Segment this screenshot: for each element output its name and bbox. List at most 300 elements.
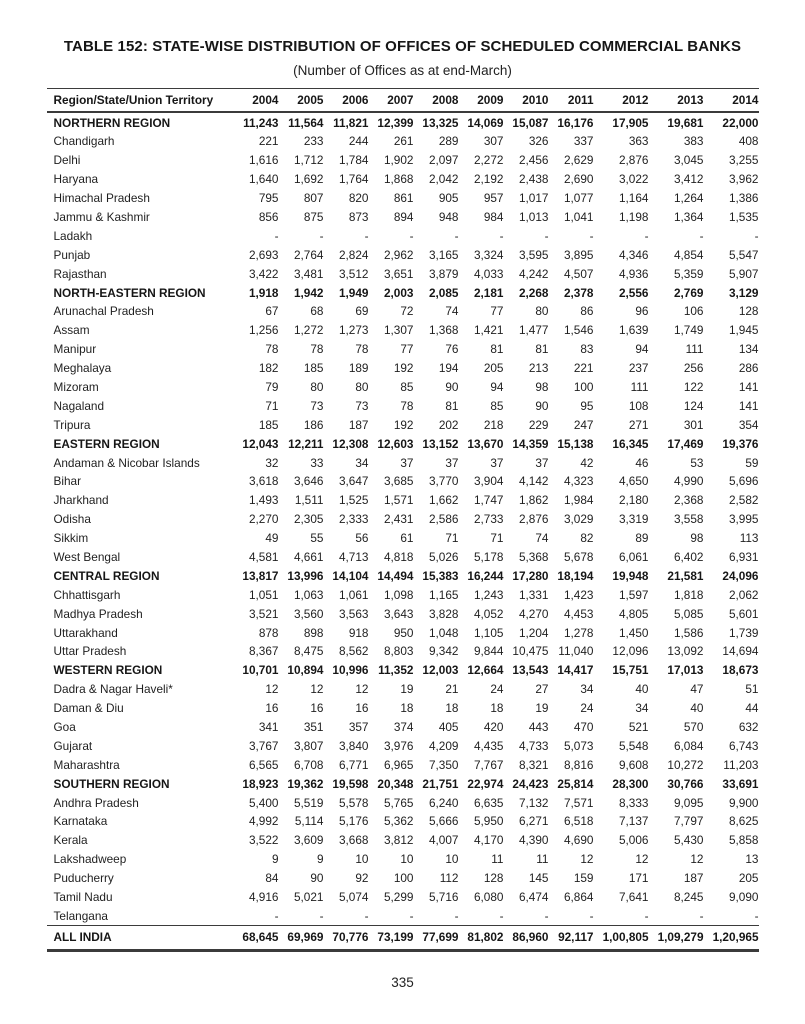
value-cell: 12	[265, 682, 279, 697]
value-cell: 90	[445, 379, 459, 394]
value-cell: 108	[628, 398, 649, 413]
value-cell: 46	[635, 455, 649, 470]
value-cell: 5,006	[618, 833, 649, 848]
value-cell: 5,074	[338, 890, 369, 905]
value-cell: 13,325	[422, 115, 459, 130]
value-cell: 4,033	[473, 266, 504, 281]
value-cell: 14,417	[557, 663, 594, 678]
value-cell: 74	[535, 531, 549, 546]
value-cell: 16	[355, 701, 369, 716]
row-label: Mizoram	[53, 379, 99, 394]
value-cell: 81	[490, 342, 504, 357]
value-cell: 13,543	[512, 663, 549, 678]
value-cell: 32	[265, 455, 279, 470]
value-cell: 6,061	[618, 549, 649, 564]
row-label: Ladakh	[53, 228, 93, 243]
value-cell: 11	[536, 852, 549, 867]
value-cell: 9,095	[673, 795, 704, 810]
row-label: Kerala	[53, 833, 88, 848]
value-cell: 1,942	[293, 285, 324, 300]
value-cell: 1,272	[293, 323, 324, 338]
value-cell: 17,469	[667, 436, 704, 451]
value-cell: 128	[483, 871, 504, 886]
value-cell: 3,812	[383, 833, 414, 848]
table-row	[47, 151, 759, 170]
value-cell: 14,359	[512, 436, 549, 451]
value-cell: 3,668	[338, 833, 369, 848]
region-row	[47, 112, 759, 132]
value-cell: 2,062	[728, 587, 759, 602]
row-label: Odisha	[53, 512, 91, 527]
value-cell: 192	[393, 417, 414, 432]
value-cell: 1,051	[248, 587, 279, 602]
value-cell: 55	[310, 531, 324, 546]
value-cell: 795	[258, 191, 279, 206]
value-cell: 11,203	[723, 757, 759, 772]
row-label: Tripura	[53, 417, 91, 432]
value-cell: 2,733	[473, 512, 504, 527]
value-cell: -	[319, 228, 324, 243]
row-label: Telangana	[53, 908, 108, 923]
value-cell: 4,990	[673, 474, 704, 489]
value-cell: 408	[738, 134, 759, 149]
value-cell: 6,635	[473, 795, 504, 810]
value-cell: 1,639	[618, 323, 649, 338]
value-cell: 1,477	[518, 323, 549, 338]
table-row	[47, 245, 759, 264]
value-cell: 363	[628, 134, 649, 149]
value-cell: 86	[580, 304, 594, 319]
value-cell: -	[409, 228, 414, 243]
value-cell: 78	[310, 342, 324, 357]
value-cell: 30,766	[667, 776, 704, 791]
value-cell: 100	[393, 871, 414, 886]
value-cell: 171	[628, 871, 649, 886]
value-cell: -	[364, 228, 369, 243]
value-cell: 33	[310, 455, 324, 470]
value-cell: 856	[258, 209, 279, 224]
value-cell: 873	[348, 209, 369, 224]
value-cell: 2,368	[673, 493, 704, 508]
value-cell: 8,245	[673, 890, 704, 905]
value-cell: 9	[316, 852, 324, 867]
value-cell: 950	[393, 625, 414, 640]
value-cell: 3,767	[248, 738, 279, 753]
value-cell: -	[319, 908, 324, 923]
table-row	[47, 302, 759, 321]
value-cell: 307	[483, 134, 504, 149]
col-header-year: 2008	[414, 89, 459, 113]
value-cell: 3,422	[248, 266, 279, 281]
value-cell: 205	[483, 361, 504, 376]
value-cell: 13,670	[467, 436, 504, 451]
value-cell: 1,450	[618, 625, 649, 640]
value-cell: 11,243	[243, 115, 279, 130]
value-cell: 27	[535, 682, 549, 697]
value-cell: 4,507	[563, 266, 594, 281]
value-cell: 4,690	[563, 833, 594, 848]
value-cell: 1,918	[248, 285, 279, 300]
value-cell: 5,176	[338, 814, 369, 829]
value-cell: 948	[438, 209, 459, 224]
value-cell: 16,176	[557, 115, 594, 130]
table-row	[47, 453, 759, 472]
value-cell: 3,609	[293, 833, 324, 848]
value-cell: 34	[635, 701, 649, 716]
table-row	[47, 793, 759, 812]
value-cell: 81	[535, 342, 549, 357]
value-cell: 3,521	[248, 606, 279, 621]
value-cell: 521	[628, 720, 649, 734]
value-cell: 11,821	[333, 115, 369, 130]
value-cell: 420	[483, 720, 504, 734]
value-cell: 1,264	[673, 191, 704, 206]
value-cell: 34	[355, 455, 369, 470]
value-cell: 37	[445, 455, 459, 470]
value-cell: 229	[528, 417, 549, 432]
value-cell: 7,137	[618, 814, 649, 829]
value-cell: 19	[535, 701, 549, 716]
value-cell: 4,270	[518, 606, 549, 621]
col-header-year: 2006	[324, 89, 369, 113]
value-cell: 4,713	[338, 549, 369, 564]
value-cell: 16,345	[612, 436, 649, 451]
footer-value-cell: 86,960	[504, 926, 549, 951]
value-cell: 5,085	[673, 606, 704, 621]
table-row	[47, 812, 759, 831]
value-cell: 2,438	[518, 172, 549, 187]
value-cell: 192	[393, 361, 414, 376]
value-cell: 94	[490, 379, 504, 394]
value-cell: 3,995	[728, 512, 759, 527]
value-cell: 10	[400, 852, 414, 867]
value-cell: 1,784	[338, 153, 369, 168]
value-cell: 5,178	[473, 549, 504, 564]
col-header-year: 2014	[704, 89, 759, 113]
footer-value-cell: 92,117	[549, 926, 594, 951]
value-cell: 19,948	[612, 568, 649, 583]
row-label: Rajasthan	[53, 266, 107, 281]
value-cell: 24,096	[722, 568, 759, 583]
value-cell: 383	[683, 134, 704, 149]
value-cell: 13,817	[242, 568, 279, 583]
value-cell: 13,152	[422, 436, 459, 451]
value-cell: 12	[355, 682, 369, 697]
table-row	[47, 869, 759, 888]
value-cell: 1,712	[293, 153, 324, 168]
value-cell: 12,003	[422, 663, 459, 678]
value-cell: 244	[348, 134, 369, 149]
value-cell: 18,194	[557, 568, 594, 583]
table-row	[47, 547, 759, 566]
value-cell: 12,043	[242, 436, 279, 451]
value-cell: 341	[258, 720, 279, 734]
row-label: Andhra Pradesh	[53, 795, 139, 810]
col-header-region: Region/State/Union Territory	[47, 89, 234, 113]
value-cell: 1,662	[428, 493, 459, 508]
value-cell: 8,321	[518, 757, 549, 772]
value-cell: 4,007	[428, 833, 459, 848]
value-cell: 2,556	[618, 285, 649, 300]
region-row	[47, 283, 759, 302]
value-cell: 37	[400, 455, 414, 470]
value-cell: 3,685	[383, 474, 414, 489]
value-cell: 1,764	[338, 172, 369, 187]
value-cell: 1,098	[383, 587, 414, 602]
table-row	[47, 377, 759, 396]
value-cell: 128	[738, 304, 759, 319]
value-cell: 3,879	[428, 266, 459, 281]
value-cell: 3,770	[428, 474, 459, 489]
value-cell: 2,456	[518, 153, 549, 168]
footer-value-cell: 69,969	[279, 926, 324, 951]
value-cell: 10,894	[287, 663, 324, 678]
table-row	[47, 529, 759, 548]
value-cell: 40	[690, 701, 704, 716]
value-cell: 73	[355, 398, 369, 413]
region-row	[47, 774, 759, 793]
footer-row-label: ALL INDIA	[47, 926, 234, 951]
value-cell: 3,643	[383, 606, 414, 621]
value-cell: 8,625	[728, 814, 759, 829]
value-cell: 1,525	[338, 493, 369, 508]
value-cell: 11,352	[378, 663, 414, 678]
value-cell: 21,581	[667, 568, 704, 583]
value-cell: 98	[690, 531, 704, 546]
row-label: Maharashtra	[53, 757, 120, 772]
row-label: Goa	[53, 720, 76, 734]
value-cell: -	[499, 228, 504, 243]
value-cell: 9,608	[618, 757, 649, 772]
value-cell: 2,333	[338, 512, 369, 527]
region-row	[47, 566, 759, 585]
value-cell: 185	[258, 417, 279, 432]
value-cell: 2,876	[518, 512, 549, 527]
value-cell: 24,423	[512, 776, 549, 791]
value-cell: 3,324	[473, 247, 504, 262]
value-cell: -	[364, 908, 369, 923]
value-cell: 12,399	[377, 115, 414, 130]
value-cell: 8,816	[563, 757, 594, 772]
value-cell: 1,164	[618, 191, 649, 206]
header-row	[47, 89, 759, 113]
value-cell: 4,052	[473, 606, 504, 621]
value-cell: 9,342	[428, 644, 459, 659]
value-cell: 37	[490, 455, 504, 470]
value-cell: 875	[303, 209, 324, 224]
value-cell: 5,578	[338, 795, 369, 810]
value-cell: 3,481	[293, 266, 324, 281]
value-cell: 5,548	[618, 738, 649, 753]
value-cell: 90	[535, 398, 549, 413]
value-cell: 71	[490, 531, 504, 546]
value-cell: -	[589, 228, 594, 243]
value-cell: 12	[635, 852, 649, 867]
value-cell: 4,346	[618, 247, 649, 262]
value-cell: 374	[393, 720, 414, 734]
value-cell: 4,242	[518, 266, 549, 281]
value-cell: 19,681	[667, 115, 704, 130]
value-cell: 12,603	[377, 436, 414, 451]
value-cell: 1,616	[248, 153, 279, 168]
value-cell: 6,474	[518, 890, 549, 905]
value-cell: 4,818	[383, 549, 414, 564]
value-cell: 3,165	[428, 247, 459, 262]
value-cell: 326	[528, 134, 549, 149]
value-cell: -	[274, 228, 279, 243]
value-cell: 71	[265, 398, 279, 413]
value-cell: 122	[683, 379, 704, 394]
value-cell: 405	[438, 720, 459, 734]
value-cell: 59	[745, 455, 759, 470]
value-cell: 19,598	[332, 776, 369, 791]
value-cell: 878	[258, 625, 279, 640]
value-cell: 186	[303, 417, 324, 432]
value-cell: 8,367	[248, 644, 279, 659]
value-cell: 1,739	[728, 625, 759, 640]
region-row	[47, 661, 759, 680]
value-cell: 6,084	[673, 738, 704, 753]
table-row	[47, 207, 759, 226]
value-cell: 205	[738, 871, 759, 886]
value-cell: 221	[573, 361, 594, 376]
value-cell: 5,666	[428, 814, 459, 829]
value-cell: 13,092	[667, 644, 704, 659]
value-cell: -	[454, 908, 459, 923]
value-cell: 12,211	[288, 436, 324, 451]
table-title: TABLE 152: STATE-WISE DISTRIBUTION OF OFFICES OF SCHEDULED COMMERCIAL BANKS	[63, 38, 742, 55]
value-cell: 289	[438, 134, 459, 149]
value-cell: 25,814	[557, 776, 594, 791]
value-cell: 141	[738, 379, 759, 394]
value-cell: 6,965	[383, 757, 414, 772]
table-row	[47, 264, 759, 283]
value-cell: 1,368	[428, 323, 459, 338]
row-label: Manipur	[53, 342, 97, 357]
value-cell: 14,494	[377, 568, 414, 583]
value-cell: 1,048	[428, 625, 459, 640]
value-cell: -	[699, 908, 704, 923]
value-cell: 80	[355, 379, 369, 394]
row-label: Jammu & Kashmir	[53, 209, 150, 224]
value-cell: 3,895	[563, 247, 594, 262]
value-cell: 2,305	[293, 512, 324, 527]
value-cell: 34	[580, 682, 594, 697]
value-cell: 337	[573, 134, 594, 149]
value-cell: 1,063	[293, 587, 324, 602]
col-header-year: 2011	[549, 89, 594, 113]
value-cell: 3,962	[728, 172, 759, 187]
value-cell: 286	[738, 361, 759, 376]
table-row	[47, 699, 759, 718]
value-cell: 22,974	[467, 776, 504, 791]
value-cell: 5,114	[294, 814, 324, 829]
value-cell: 80	[310, 379, 324, 394]
value-cell: 5,716	[428, 890, 459, 905]
value-cell: 1,198	[618, 209, 649, 224]
value-cell: 6,271	[518, 814, 549, 829]
value-cell: 95	[580, 398, 594, 413]
value-cell: 898	[303, 625, 324, 640]
row-label: Dadra & Nagar Haveli*	[53, 682, 173, 697]
region-row	[47, 434, 759, 453]
row-label: Arunachal Pradesh	[53, 304, 154, 319]
value-cell: 3,319	[618, 512, 649, 527]
table-row	[47, 226, 759, 245]
table-row	[47, 831, 759, 850]
value-cell: 9,900	[728, 795, 759, 810]
value-cell: 4,390	[518, 833, 549, 848]
value-cell: 106	[683, 304, 704, 319]
value-cell: 85	[490, 398, 504, 413]
value-cell: 194	[438, 361, 459, 376]
value-cell: 49	[265, 531, 279, 546]
value-cell: 10,475	[512, 644, 549, 659]
value-cell: 15,087	[512, 115, 549, 130]
value-cell: 111	[630, 379, 649, 394]
value-cell: 2,764	[293, 247, 324, 262]
value-cell: 1,165	[428, 587, 459, 602]
value-cell: 84	[265, 871, 279, 886]
value-cell: -	[499, 908, 504, 923]
page-number: 335	[391, 975, 414, 990]
row-label: Lakshadweep	[53, 852, 127, 867]
value-cell: 351	[303, 720, 324, 734]
value-cell: 17,013	[667, 663, 704, 678]
value-cell: 33,691	[722, 776, 759, 791]
value-cell: 12,308	[332, 436, 369, 451]
value-cell: -	[644, 908, 649, 923]
value-cell: 1,331	[518, 587, 549, 602]
value-cell: 3,651	[383, 266, 414, 281]
value-cell: 6,080	[473, 890, 504, 905]
value-cell: 5,907	[728, 266, 759, 281]
value-cell: 4,453	[563, 606, 594, 621]
value-cell: 984	[483, 209, 504, 224]
value-cell: 5,519	[293, 795, 324, 810]
value-cell: 6,864	[563, 890, 594, 905]
value-cell: 78	[355, 342, 369, 357]
value-cell: 3,022	[618, 172, 649, 187]
value-cell: 111	[685, 342, 704, 357]
value-cell: 5,359	[673, 266, 704, 281]
value-cell: 5,950	[473, 814, 504, 829]
value-cell: 19	[400, 682, 414, 697]
value-cell: 3,976	[383, 738, 414, 753]
value-cell: 256	[683, 361, 704, 376]
value-cell: 92	[355, 871, 369, 886]
value-cell: 5,021	[293, 890, 324, 905]
value-cell: 1,868	[383, 172, 414, 187]
value-cell: 5,362	[383, 814, 414, 829]
value-cell: 1,386	[728, 191, 759, 206]
value-cell: 51	[745, 682, 759, 697]
value-cell: -	[454, 228, 459, 243]
value-cell: 72	[400, 304, 414, 319]
footer-value-cell: 70,776	[324, 926, 369, 951]
value-cell: 96	[635, 304, 649, 319]
row-label: Madhya Pradesh	[53, 606, 143, 621]
value-cell: 56	[355, 531, 369, 546]
value-cell: 4,323	[563, 474, 594, 489]
value-cell: 14,694	[722, 644, 759, 659]
value-cell: 4,805	[618, 606, 649, 621]
col-header-year: 2004	[234, 89, 279, 113]
value-cell: 1,749	[673, 323, 704, 338]
footer-value-cell: 77,699	[414, 926, 459, 951]
value-cell: 53	[690, 455, 704, 470]
table-row	[47, 623, 759, 642]
